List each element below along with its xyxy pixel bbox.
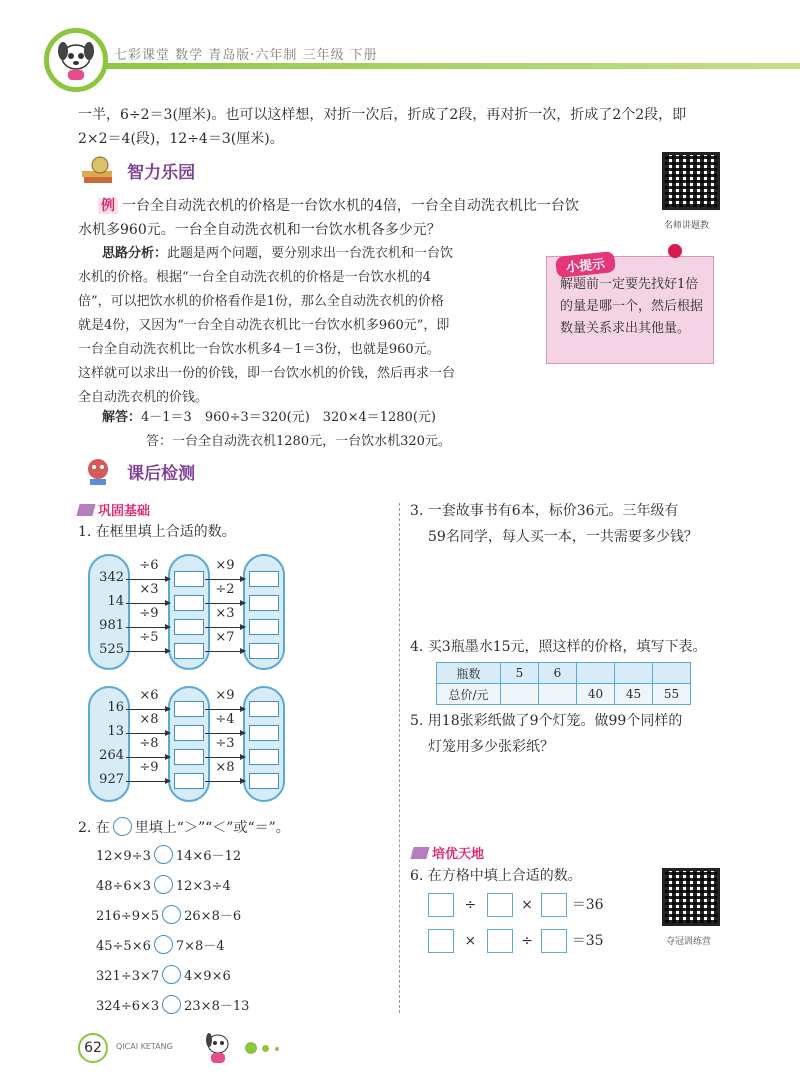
compare-left: 12×9÷3 [96,849,151,864]
question-line: 3. 一套故事书有6本，标价36元。三年级有 [410,503,679,519]
arrow [126,651,170,652]
question-6: 6. 在方格中填上合适的数。 [410,868,582,884]
operator: × [464,933,477,949]
cartoon-character-icon [80,455,116,487]
equation-1 [428,893,604,917]
analysis-line: 此题是两个问题，要分别求出一台洗衣机和一台饮 [167,246,454,261]
question-text: 里填上“＞”“＜”或“＝”。 [134,820,290,836]
analysis-line: 这样就可以求出一份的价钱，即一台饮水机的价钱，然后再求一台 [78,366,456,381]
compare-right: 14×6－12 [175,849,242,864]
price-table-wrap [436,662,691,705]
header-bar [78,63,800,69]
operation-label: ÷9 [139,760,159,775]
arrow [126,627,170,628]
start-number: 13 [107,724,124,739]
operation-label: ×8 [215,760,235,775]
answer-box[interactable] [174,725,204,741]
dog-mascot-icon [49,33,103,87]
compare-left: 48÷6×3 [96,879,151,894]
tip-label: 小提示 [555,251,616,278]
arrow [205,603,245,604]
page-number: 62 [78,1033,108,1063]
question-line: 灯笼用多少张彩纸？ [428,739,554,755]
arrow [126,603,170,604]
answer-box[interactable] [249,773,279,789]
question-4: 4. 买3瓶墨水15元，照这样的价格，填写下表。 [410,639,707,655]
equation-2 [428,929,604,953]
table-cell[interactable] [653,663,691,684]
tip-text: 解题前一定要先找好1倍的量是哪一个，然后根据数量关系求出其他量。 [560,277,704,336]
answer-box[interactable] [174,749,204,765]
question-2 [78,816,290,840]
analysis-line: 倍”，可以把饮水机的价格看作是1份，那么全自动洗衣机的价格 [78,294,444,309]
arrow [205,579,245,580]
table-cell[interactable] [615,663,653,684]
start-number: 981 [99,618,124,633]
operation-label: ×9 [215,688,235,703]
start-number: 16 [107,700,124,715]
arrow [205,757,245,758]
compare-circle[interactable] [154,845,173,864]
answer-calc: 4－1＝3 960÷3＝320(元) 320×4＝1280(元) [141,410,436,425]
operation-label: ÷9 [139,606,159,621]
analysis-block [78,242,528,410]
answer-conclusion: 答：一台全自动洗衣机1280元，一台饮水机320元。 [146,434,451,449]
decorative-dot [245,1042,257,1054]
subsection-gonggu [78,500,150,519]
table-cell[interactable] [577,663,615,684]
qr-caption: 夺冠训练营 [666,937,712,947]
table-header: 瓶数 [437,663,501,684]
answer-box[interactable] [174,619,204,635]
compare-right: 26×8－6 [184,909,242,924]
operation-label: ×3 [215,606,235,621]
analysis-line: 一台全自动洗衣机比一台饮水机多4－1＝3份，也就是960元。 [78,342,440,357]
compare-row [96,992,249,1022]
arrow [205,781,245,782]
answer-box[interactable] [249,701,279,717]
operation-label: ×3 [139,582,159,597]
answer-box[interactable] [249,595,279,611]
arrow [205,733,245,734]
blank-square[interactable] [487,893,513,917]
question-1: 1. 在框里填上合适的数。 [78,524,236,540]
qr-code-icon[interactable] [662,152,720,210]
equation-result: ＝36 [571,897,604,913]
arrow [126,709,170,710]
blank-square[interactable] [541,893,567,917]
decorative-dot [275,1047,279,1051]
qr-code-icon[interactable] [662,868,720,926]
question-5 [410,708,730,760]
example-tag: 例 [98,198,118,214]
subsection-title: 培优天地 [432,847,485,862]
compare-row [96,872,249,902]
operation-label: ÷8 [139,736,159,751]
answer-box[interactable] [249,725,279,741]
compare-circle[interactable] [162,995,181,1014]
subsection-title: 巩固基础 [98,504,151,519]
header-title: 七彩课堂 数学 青岛版·六年制 三年级 下册 [114,48,378,63]
compare-left: 45÷5×6 [96,939,151,954]
column-divider [399,503,400,1013]
analysis-line: 全自动洗衣机的价钱。 [78,390,209,405]
question-3 [410,498,730,550]
intro-text [78,103,728,151]
blank-square[interactable] [428,929,454,953]
answer-box[interactable] [174,595,204,611]
intro-line: 一半，6÷2＝3(厘米)。也可以这样想，对折一次后，折成了2段，再对折一次，折成了2个2段，即 [78,107,687,123]
answer-box[interactable] [174,643,204,659]
compare-left: 216÷9×5 [96,909,160,924]
table-cell: 5 [501,663,539,684]
question-text: 2. 在 [78,820,110,836]
start-number: 927 [99,772,124,787]
operator: × [521,897,533,913]
arrow [126,781,170,782]
equation-result: ＝35 [571,933,604,949]
start-number: 525 [99,642,124,657]
footer-brand: QICAI KETANG [116,1042,173,1051]
start-number: 342 [99,570,124,585]
table-cell[interactable] [501,684,539,705]
table-cell: 6 [539,663,577,684]
example-line: 水机多960元。一台全自动洗衣机和一台饮水机各多少元？ [78,222,441,238]
answer-box[interactable] [249,571,279,587]
operation-label: ÷2 [215,582,235,597]
qr-caption: 名师讲题教 [664,221,710,231]
operation-label: ×7 [215,630,235,645]
compare-circle[interactable] [162,965,181,984]
answer-box[interactable] [249,749,279,765]
arrow [126,579,170,580]
analysis-label: 思路分析： [102,246,168,261]
operation-label: ÷5 [139,630,159,645]
section-title: 智力乐园 [127,162,196,183]
circle-blank-icon [113,817,132,836]
question-line: 5. 用18张彩纸做了9个灯笼。做99个同样的 [410,713,683,729]
compare-circle[interactable] [154,875,173,894]
arrow [205,709,245,710]
section-title: 课后检测 [127,463,196,484]
question-line: 59名同学，每人买一本，一共需要多少钱？ [428,529,698,545]
arrow [205,627,245,628]
operation-label: ÷6 [139,558,159,573]
operator: ÷ [521,933,533,949]
dog-mascot-icon [198,1028,238,1068]
analysis-line: 就是4份，又因为“一台全自动洗衣机比一台饮水机多960元”，即 [78,318,450,333]
pushpin-icon [668,244,682,258]
compare-row [96,842,249,872]
compare-right: 7×8－4 [175,939,225,954]
analysis-line: 水机的价格。根据“一台全自动洗衣机的价格是一台饮水机的4 [78,270,431,285]
tag-icon [410,847,429,859]
blank-square[interactable] [541,929,567,953]
table-cell: 45 [615,684,653,705]
answer-box[interactable] [249,643,279,659]
operation-label: ÷4 [215,712,235,727]
compare-circle[interactable] [162,905,181,924]
table-header: 总价/元 [437,684,501,705]
answer-box[interactable] [174,701,204,717]
answer-box[interactable] [174,773,204,789]
number-chain-diagram-2 [88,686,398,804]
intro-line: 2×2＝4(段)，12÷4＝3(厘米)。 [78,131,284,147]
price-table [436,662,691,705]
operator: ÷ [464,897,477,913]
start-number: 14 [107,594,124,609]
operation-label: ×9 [215,558,235,573]
compare-left: 324÷6×3 [96,999,160,1014]
zhili-heading [80,155,195,185]
compare-row [96,932,249,962]
compare-row [96,902,249,932]
table-cell: 40 [577,684,615,705]
number-chain-diagram-1 [88,554,398,672]
mascot-logo [44,28,108,92]
compare-row [96,962,249,992]
decorative-dot [262,1045,269,1052]
compare-right: 23×8－13 [184,999,250,1014]
answer-box[interactable] [249,619,279,635]
answer-label: 解答： [102,410,142,425]
compare-list [96,842,249,1022]
operation-label: ×8 [139,712,159,727]
tag-icon [76,504,95,516]
operation-label: ÷3 [215,736,235,751]
table-cell: 55 [653,684,691,705]
compare-circle[interactable] [154,935,173,954]
compare-right: 12×3÷4 [175,879,231,894]
example-line: 一台全自动洗衣机的价格是一台饮水机的4倍，一台全自动洗衣机比一台饮 [122,198,579,214]
example-problem [78,194,650,242]
kehou-heading [80,455,195,487]
arrow [126,733,170,734]
books-icon [80,155,116,185]
compare-right: 4×9×6 [184,969,231,984]
answer-block [102,406,451,454]
footer-mascot [198,1028,238,1072]
answer-box[interactable] [174,571,204,587]
arrow [126,757,170,758]
compare-left: 321÷3×7 [96,969,160,984]
subsection-peiyou [412,843,484,862]
operation-label: ×6 [139,688,159,703]
start-number: 264 [99,748,124,763]
blank-square[interactable] [487,929,513,953]
blank-square[interactable] [428,893,454,917]
table-cell[interactable] [539,684,577,705]
arrow [205,651,245,652]
